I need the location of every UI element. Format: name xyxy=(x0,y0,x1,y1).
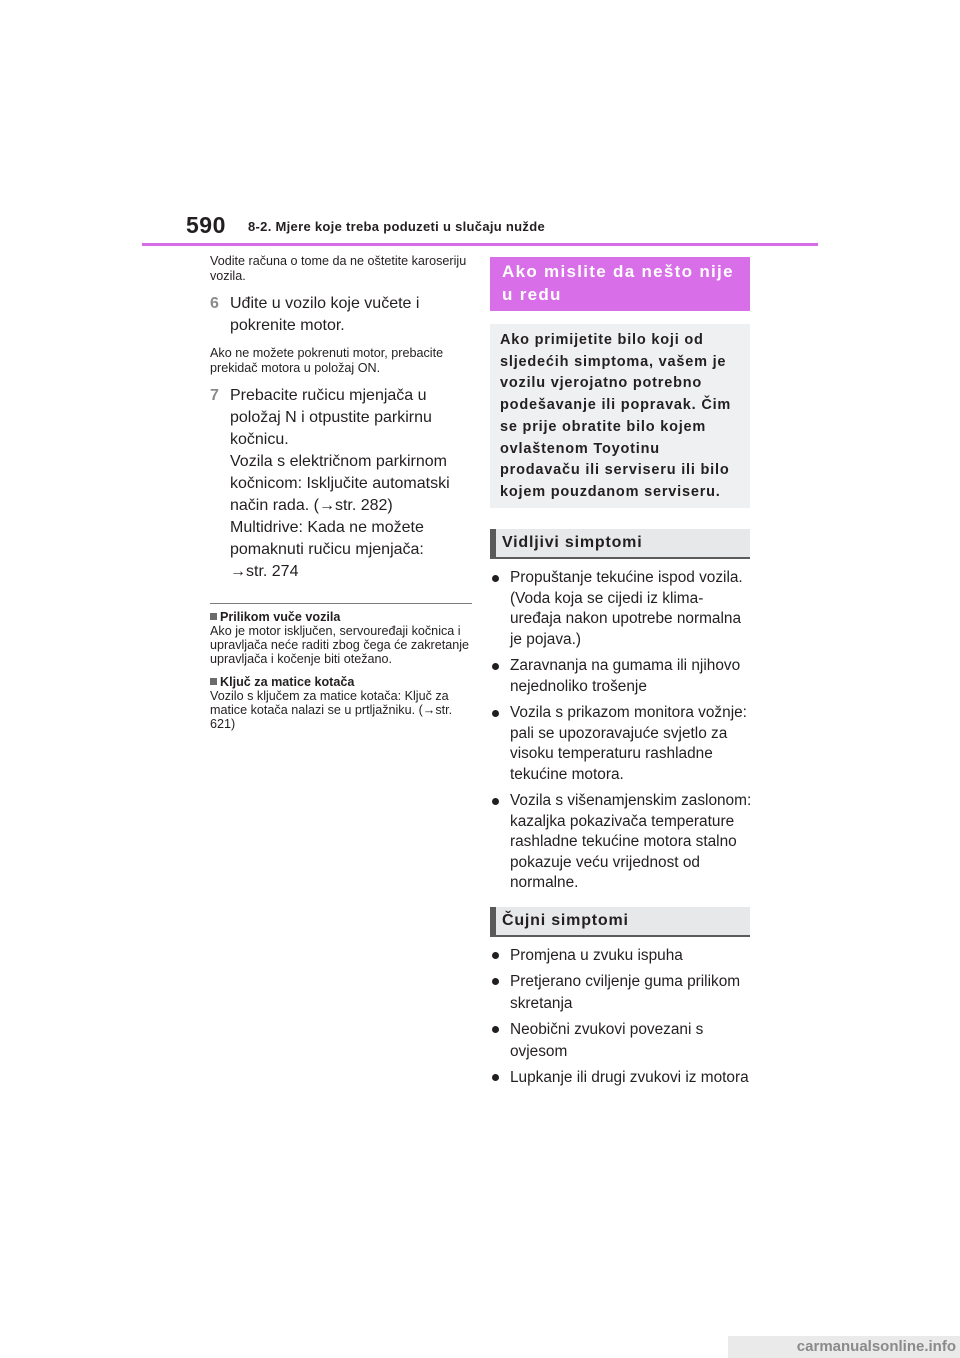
list-item-text: Zaravnanja na gumama ili njihovo nejednoliko trošenje xyxy=(510,657,741,695)
bullet-icon xyxy=(492,1026,499,1033)
pink-heading: Ako mislite da nešto nije u redu xyxy=(490,257,750,311)
list-item xyxy=(490,945,752,967)
header-rule xyxy=(142,243,818,246)
note-2-text: Vozilo s ključem za matice kotača: Ključ za matice kotača nalazi se u prtljažniku. (→str. 621) xyxy=(210,689,453,731)
info-box: Ako primijetite bilo koji od sljedećih simptoma, vašem je vozilu vjerojatno potrebno podešavanje ili popravak. Čim se prije obratite bilo kojem ovlaštenom Toyotinu prodavaču ili serviseru ili bilo kojem pouzdanom serviseru. xyxy=(490,324,750,508)
divider xyxy=(210,603,472,604)
section-title: 8-2. Mjere koje treba poduzeti u slučaju nužde xyxy=(248,219,545,234)
visible-symptoms-list xyxy=(490,568,752,900)
bullet-icon xyxy=(492,663,499,670)
bullet-icon xyxy=(492,952,499,959)
left-column xyxy=(210,254,472,732)
watermark: carmanualsonline.info xyxy=(728,1336,960,1358)
list-item xyxy=(490,791,752,894)
list-item-text: Vozila s prikazom monitora vožnje: pali se upozoravajuće svjetlo za visoku temperaturu rashladne tekućine motora. xyxy=(510,704,747,783)
visible-symptoms-heading xyxy=(490,529,750,559)
step-6-number: 6 xyxy=(210,295,219,312)
list-item-text: Lupkanje ili drugi zvukovi iz motora xyxy=(510,1069,749,1086)
note-2-title: Ključ za matice kotača xyxy=(220,675,355,690)
list-item-text: Promjena u zvuku ispuha xyxy=(510,947,683,964)
step-7-text: Prebacite ručicu mjenjača u položaj N i otpustite parkirnu kočnicu. xyxy=(230,387,432,448)
intro-text: Vodite računa o tome da ne oštetite karoseriju vozila. xyxy=(210,254,467,283)
square-bullet-icon xyxy=(210,678,217,685)
list-item xyxy=(490,971,752,1015)
bullet-icon xyxy=(492,798,499,805)
list-item-text: Propuštanje tekućine ispod vozila. (Voda koja se cijedi iz klima-uređaja nakon upotrebe normalna je pojava.) xyxy=(510,569,743,648)
list-item xyxy=(490,656,752,697)
bullet-icon xyxy=(492,1074,499,1081)
list-item-text: Neobični zvukovi povezani s ovjesom xyxy=(510,1021,704,1060)
audible-symptoms-heading xyxy=(490,907,750,937)
list-item-text: Pretjerano cviljenje guma prilikom skretanja xyxy=(510,973,741,1012)
square-bullet-icon xyxy=(210,613,217,620)
note-1-heading xyxy=(210,610,472,624)
bullet-icon xyxy=(492,978,499,985)
heading-bar xyxy=(490,907,496,935)
bullet-icon xyxy=(492,710,499,717)
note-2-heading xyxy=(210,675,472,689)
step-6 xyxy=(210,293,472,337)
note-1-text: Ako je motor isključen, servouređaji kočnica i upravljača neće raditi zbog čega će zakretanje upravljača i kočenje biti otežano. xyxy=(210,624,470,666)
step-7-sub2: Multidrive: Kada ne možete pomaknuti ručicu mjenjača: xyxy=(230,519,424,558)
audible-symptoms-list xyxy=(490,945,752,1093)
page-number: 590 xyxy=(186,212,226,238)
step-6-note: Ako ne možete pokrenuti motor, prebacite prekidač motora u položaj ON. xyxy=(210,346,444,375)
step-7 xyxy=(210,385,472,583)
step-7-sub3: →str. 274 xyxy=(230,563,299,580)
list-item xyxy=(490,1019,752,1063)
list-item-text: Vozila s višenamjenskim zaslonom: kazaljka pokazivača temperature rashladne tekućine motora stalno pokazuje veću vrijednost od normalne. xyxy=(510,792,752,891)
list-item xyxy=(490,703,752,785)
audible-symptoms-title: Čujni simptomi xyxy=(502,912,629,929)
list-item xyxy=(490,568,752,650)
step-7-number: 7 xyxy=(210,387,219,404)
visible-symptoms-title: Vidljivi simptomi xyxy=(502,534,643,551)
note-1-title: Prilikom vuče vozila xyxy=(220,610,341,624)
list-item xyxy=(490,1067,752,1089)
step-7-sub1: Vozila s električnom parkirnom kočnicom: Isključite automatski način rada. (→str. 282) xyxy=(230,453,450,514)
bullet-icon xyxy=(492,575,499,582)
heading-bar xyxy=(490,529,496,557)
step-6-text: Uđite u vozilo koje vučete i pokrenite motor. xyxy=(230,295,420,334)
